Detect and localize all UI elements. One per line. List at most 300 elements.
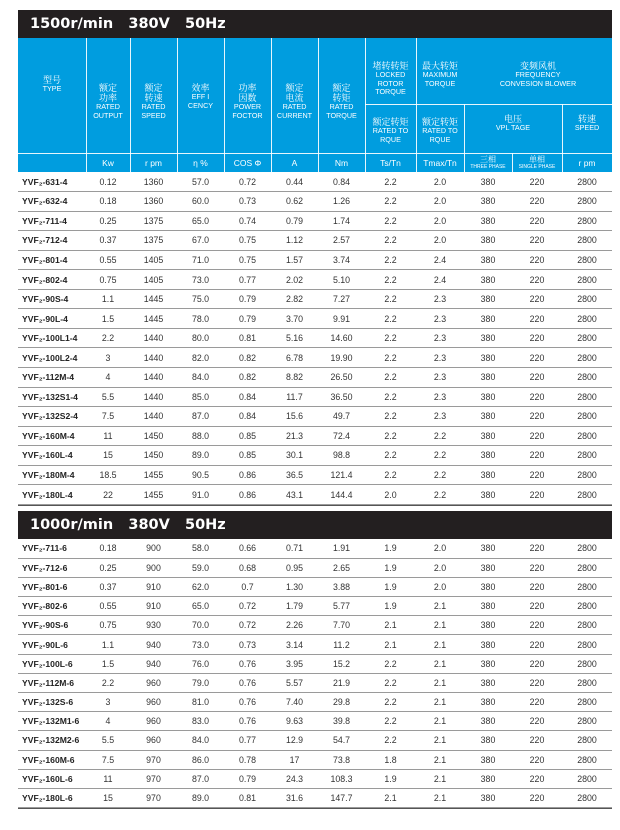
- col-ratio-locked: 额定转矩 RATED TO RQUE: [372, 117, 409, 144]
- value-cell: 2.0: [416, 192, 464, 212]
- model-cell: YVF₂-132S2-4: [18, 407, 86, 427]
- model-cell: YVF₂-160M-4: [18, 426, 86, 446]
- unit-three-phase: 三相 THREE PHASE: [470, 155, 506, 170]
- value-cell: 220: [512, 673, 562, 692]
- model-cell: YVF₂-180L-6: [18, 788, 86, 807]
- value-cell: 1.74: [318, 211, 365, 231]
- value-cell: 220: [512, 597, 562, 616]
- value-cell: 220: [512, 788, 562, 807]
- value-cell: 0.74: [224, 211, 271, 231]
- value-cell: 17: [271, 750, 318, 769]
- value-cell: 910: [130, 577, 177, 596]
- unit-tstn: Ts/Tn: [380, 158, 401, 168]
- table-row: [18, 328, 612, 348]
- value-cell: 2.1: [416, 635, 464, 654]
- value-cell: 0.76: [224, 654, 271, 673]
- table-row: [18, 309, 612, 329]
- value-cell: 2800: [562, 712, 612, 731]
- value-cell: 2.2: [365, 426, 416, 446]
- value-cell: 380: [464, 558, 512, 577]
- value-cell: 2.0: [416, 558, 464, 577]
- value-cell: 5.57: [271, 673, 318, 692]
- value-cell: 220: [512, 192, 562, 212]
- value-cell: 0.73: [224, 635, 271, 654]
- value-cell: 1.26: [318, 192, 365, 212]
- model-cell: YVF₂-112M-4: [18, 367, 86, 387]
- value-cell: 0.84: [224, 407, 271, 427]
- value-cell: 1440: [130, 348, 177, 368]
- value-cell: 0.79: [224, 289, 271, 309]
- value-cell: 2800: [562, 348, 612, 368]
- value-cell: 2.2: [365, 328, 416, 348]
- value-cell: 0.55: [86, 597, 130, 616]
- value-cell: 1445: [130, 289, 177, 309]
- spec-table-1000: [18, 539, 612, 808]
- value-cell: 380: [464, 270, 512, 290]
- value-cell: 7.5: [86, 407, 130, 427]
- value-cell: 380: [464, 426, 512, 446]
- value-cell: 1.9: [365, 558, 416, 577]
- value-cell: 9.63: [271, 712, 318, 731]
- value-cell: 2.1: [416, 673, 464, 692]
- table-row: [18, 712, 612, 731]
- value-cell: 5.16: [271, 328, 318, 348]
- value-cell: 380: [464, 731, 512, 750]
- value-cell: 2.2: [365, 407, 416, 427]
- value-cell: 220: [512, 654, 562, 673]
- value-cell: 220: [512, 407, 562, 427]
- value-cell: 0.72: [224, 616, 271, 635]
- value-cell: 380: [464, 387, 512, 407]
- value-cell: 4: [86, 712, 130, 731]
- model-cell: YVF₂-132M1-6: [18, 712, 86, 731]
- value-cell: 1375: [130, 231, 177, 251]
- table-row: [18, 577, 612, 596]
- model-cell: YVF₂-711-6: [18, 539, 86, 558]
- value-cell: 86.0: [177, 750, 224, 769]
- table-row: [18, 289, 612, 309]
- value-cell: 1.1: [86, 635, 130, 654]
- value-cell: 2.0: [416, 172, 464, 192]
- value-cell: 2800: [562, 192, 612, 212]
- value-cell: 5.5: [86, 731, 130, 750]
- value-cell: 970: [130, 788, 177, 807]
- value-cell: 2.2: [416, 465, 464, 485]
- value-cell: 220: [512, 250, 562, 270]
- value-cell: 960: [130, 731, 177, 750]
- col-max-torque: 最大转矩 MAXIMUM TORQUE: [421, 61, 458, 88]
- col-output: 额定 功率 RATED OUTPUT: [93, 83, 123, 120]
- value-cell: 0.81: [224, 328, 271, 348]
- model-cell: YVF₂-90S-4: [18, 289, 86, 309]
- table-row: [18, 750, 612, 769]
- model-cell: YVF₂-90S-6: [18, 616, 86, 635]
- value-cell: 2800: [562, 731, 612, 750]
- value-cell: 0.75: [224, 250, 271, 270]
- value-cell: 910: [130, 597, 177, 616]
- value-cell: 3.70: [271, 309, 318, 329]
- value-cell: 6.78: [271, 348, 318, 368]
- value-cell: 2.1: [416, 731, 464, 750]
- value-cell: 2.3: [416, 407, 464, 427]
- table-row: [18, 192, 612, 212]
- value-cell: 380: [464, 465, 512, 485]
- value-cell: 1455: [130, 485, 177, 505]
- value-cell: 59.0: [177, 558, 224, 577]
- col-locked-torque: 堵转转矩 LOCKED ROTOR TORQUE: [372, 61, 409, 97]
- value-cell: 380: [464, 328, 512, 348]
- section-title-1000: 1000r/min 380V 50Hz: [18, 511, 612, 539]
- value-cell: 73.8: [318, 750, 365, 769]
- value-cell: 2.1: [365, 788, 416, 807]
- value-cell: 2.1: [416, 597, 464, 616]
- value-cell: 0.73: [224, 192, 271, 212]
- value-cell: 31.6: [271, 788, 318, 807]
- value-cell: 9.91: [318, 309, 365, 329]
- table-row: [18, 539, 612, 558]
- value-cell: 3.95: [271, 654, 318, 673]
- value-cell: 2.2: [416, 485, 464, 505]
- value-cell: 220: [512, 446, 562, 466]
- value-cell: 1.57: [271, 250, 318, 270]
- unit-blower-speed: r pm: [578, 158, 596, 168]
- model-cell: YVF₂-100L2-4: [18, 348, 86, 368]
- value-cell: 87.0: [177, 769, 224, 788]
- value-cell: 80.0: [177, 328, 224, 348]
- value-cell: 380: [464, 769, 512, 788]
- value-cell: 0.75: [224, 231, 271, 251]
- value-cell: 930: [130, 616, 177, 635]
- value-cell: 2.0: [416, 211, 464, 231]
- value-cell: 8.82: [271, 367, 318, 387]
- model-cell: YVF₂-180M-4: [18, 465, 86, 485]
- value-cell: 3.88: [318, 577, 365, 596]
- value-cell: 220: [512, 731, 562, 750]
- model-cell: YVF₂-132S-6: [18, 693, 86, 712]
- unit-current: A: [291, 158, 298, 168]
- value-cell: 2800: [562, 577, 612, 596]
- value-cell: 220: [512, 231, 562, 251]
- value-cell: 380: [464, 407, 512, 427]
- value-cell: 2.2: [365, 211, 416, 231]
- value-cell: 220: [512, 348, 562, 368]
- value-cell: 0.37: [86, 577, 130, 596]
- value-cell: 1360: [130, 172, 177, 192]
- value-cell: 940: [130, 654, 177, 673]
- model-cell: YVF₂-180L-4: [18, 485, 86, 505]
- value-cell: 108.3: [318, 769, 365, 788]
- col-type: 型号 TYPE: [42, 75, 62, 93]
- value-cell: 7.27: [318, 289, 365, 309]
- value-cell: 220: [512, 693, 562, 712]
- value-cell: 1.5: [86, 654, 130, 673]
- value-cell: 2.2: [365, 309, 416, 329]
- value-cell: 380: [464, 211, 512, 231]
- value-cell: 970: [130, 769, 177, 788]
- value-cell: 2.0: [416, 539, 464, 558]
- value-cell: 36.50: [318, 387, 365, 407]
- value-cell: 0.77: [224, 270, 271, 290]
- value-cell: 2.2: [365, 367, 416, 387]
- value-cell: 0.68: [224, 558, 271, 577]
- value-cell: 2.2: [365, 693, 416, 712]
- value-cell: 21.3: [271, 426, 318, 446]
- value-cell: 18.5: [86, 465, 130, 485]
- table-row: [18, 635, 612, 654]
- value-cell: 0.75: [86, 270, 130, 290]
- value-cell: 2800: [562, 289, 612, 309]
- value-cell: 1440: [130, 367, 177, 387]
- value-cell: 82.0: [177, 348, 224, 368]
- value-cell: 0.78: [224, 750, 271, 769]
- col-efficiency: 效率 EFF I CENCY: [187, 83, 214, 110]
- value-cell: 144.4: [318, 485, 365, 505]
- value-cell: 380: [464, 539, 512, 558]
- value-cell: 2.2: [365, 465, 416, 485]
- col-blower: 变频风机 FREQUENCY CONVESION BLOWER: [499, 61, 577, 88]
- table-row: [18, 446, 612, 466]
- model-cell: YVF₂-802-4: [18, 270, 86, 290]
- value-cell: 2.3: [416, 289, 464, 309]
- value-cell: 1440: [130, 387, 177, 407]
- value-cell: 0.18: [86, 539, 130, 558]
- value-cell: 220: [512, 769, 562, 788]
- value-cell: 220: [512, 465, 562, 485]
- value-cell: 0.44: [271, 172, 318, 192]
- value-cell: 2.2: [365, 270, 416, 290]
- model-cell: YVF₂-132M2-6: [18, 731, 86, 750]
- value-cell: 0.76: [224, 673, 271, 692]
- value-cell: 84.0: [177, 731, 224, 750]
- value-cell: 2.3: [416, 387, 464, 407]
- value-cell: 87.0: [177, 407, 224, 427]
- value-cell: 2800: [562, 788, 612, 807]
- value-cell: 0.85: [224, 446, 271, 466]
- value-cell: 2800: [562, 673, 612, 692]
- col-voltage: 电压 VPL TAGE: [495, 114, 531, 132]
- value-cell: 2.26: [271, 616, 318, 635]
- value-cell: 2.2: [365, 446, 416, 466]
- col-torque: 额定 转矩 RATED TORQUE: [326, 83, 357, 120]
- model-cell: YVF₂-160L-4: [18, 446, 86, 466]
- value-cell: 21.9: [318, 673, 365, 692]
- value-cell: 3: [86, 348, 130, 368]
- value-cell: 15: [86, 446, 130, 466]
- value-cell: 2800: [562, 750, 612, 769]
- model-cell: YVF₂-712-6: [18, 558, 86, 577]
- value-cell: 0.86: [224, 465, 271, 485]
- value-cell: 1.9: [365, 597, 416, 616]
- value-cell: 2.1: [365, 635, 416, 654]
- value-cell: 900: [130, 558, 177, 577]
- value-cell: 5.77: [318, 597, 365, 616]
- unit-pf: COS Φ: [233, 158, 262, 168]
- unit-speed: r pm: [145, 158, 162, 168]
- value-cell: 2.0: [365, 485, 416, 505]
- value-cell: 88.0: [177, 426, 224, 446]
- value-cell: 960: [130, 712, 177, 731]
- value-cell: 0.82: [224, 348, 271, 368]
- value-cell: 0.72: [224, 172, 271, 192]
- table-row: [18, 558, 612, 577]
- col-current: 额定 电流 RATED CURRENT: [276, 83, 313, 120]
- value-cell: 220: [512, 539, 562, 558]
- value-cell: 91.0: [177, 485, 224, 505]
- unit-single-phase: 单相 SINGLE PHASE: [518, 155, 556, 170]
- value-cell: 15.6: [271, 407, 318, 427]
- value-cell: 11: [86, 426, 130, 446]
- value-cell: 2800: [562, 654, 612, 673]
- value-cell: 79.0: [177, 673, 224, 692]
- unit-eff: η %: [193, 158, 208, 168]
- value-cell: 1.8: [365, 750, 416, 769]
- value-cell: 2.2: [365, 289, 416, 309]
- value-cell: 0.79: [224, 309, 271, 329]
- model-cell: YVF₂-112M-6: [18, 673, 86, 692]
- value-cell: 2.82: [271, 289, 318, 309]
- value-cell: 2.1: [416, 769, 464, 788]
- table-row: [18, 387, 612, 407]
- value-cell: 900: [130, 539, 177, 558]
- model-cell: YVF₂-802-6: [18, 597, 86, 616]
- value-cell: 0.79: [271, 211, 318, 231]
- value-cell: 2800: [562, 539, 612, 558]
- value-cell: 2.2: [365, 231, 416, 251]
- value-cell: 1455: [130, 465, 177, 485]
- value-cell: 970: [130, 750, 177, 769]
- value-cell: 0.55: [86, 250, 130, 270]
- value-cell: 2.2: [365, 673, 416, 692]
- value-cell: 3.14: [271, 635, 318, 654]
- value-cell: 1360: [130, 192, 177, 212]
- model-cell: YVF₂-90L-6: [18, 635, 86, 654]
- value-cell: 2.02: [271, 270, 318, 290]
- value-cell: 1.9: [365, 577, 416, 596]
- value-cell: 43.1: [271, 485, 318, 505]
- value-cell: 19.90: [318, 348, 365, 368]
- value-cell: 220: [512, 387, 562, 407]
- value-cell: 220: [512, 328, 562, 348]
- value-cell: 0.18: [86, 192, 130, 212]
- value-cell: 2.0: [416, 231, 464, 251]
- value-cell: 12.9: [271, 731, 318, 750]
- value-cell: 7.40: [271, 693, 318, 712]
- value-cell: 76.0: [177, 654, 224, 673]
- value-cell: 220: [512, 635, 562, 654]
- value-cell: 15: [86, 788, 130, 807]
- value-cell: 0.25: [86, 211, 130, 231]
- value-cell: 1440: [130, 407, 177, 427]
- value-cell: 0.7: [224, 577, 271, 596]
- value-cell: 84.0: [177, 367, 224, 387]
- value-cell: 1405: [130, 250, 177, 270]
- value-cell: 2800: [562, 446, 612, 466]
- value-cell: 0.84: [318, 172, 365, 192]
- value-cell: 0.77: [224, 731, 271, 750]
- value-cell: 90.5: [177, 465, 224, 485]
- value-cell: 2.2: [86, 673, 130, 692]
- value-cell: 67.0: [177, 231, 224, 251]
- value-cell: 2.3: [416, 328, 464, 348]
- value-cell: 2.1: [416, 750, 464, 769]
- col-power-factor: 功率 因数 POWER FOCTOR: [232, 83, 263, 120]
- table-row: [18, 673, 612, 692]
- table-row: [18, 597, 612, 616]
- value-cell: 2800: [562, 250, 612, 270]
- value-cell: 72.4: [318, 426, 365, 446]
- value-cell: 83.0: [177, 712, 224, 731]
- value-cell: 0.76: [224, 712, 271, 731]
- value-cell: 2.2: [86, 328, 130, 348]
- value-cell: 220: [512, 289, 562, 309]
- value-cell: 0.95: [271, 558, 318, 577]
- table-row: [18, 485, 612, 505]
- value-cell: 49.7: [318, 407, 365, 427]
- value-cell: 73.0: [177, 635, 224, 654]
- value-cell: 2800: [562, 172, 612, 192]
- value-cell: 54.7: [318, 731, 365, 750]
- value-cell: 58.0: [177, 539, 224, 558]
- value-cell: 1.12: [271, 231, 318, 251]
- value-cell: 1450: [130, 446, 177, 466]
- value-cell: 220: [512, 211, 562, 231]
- value-cell: 5.10: [318, 270, 365, 290]
- value-cell: 0.62: [271, 192, 318, 212]
- model-cell: YVF₂-160M-6: [18, 750, 86, 769]
- table-header: [18, 38, 612, 172]
- value-cell: 2800: [562, 309, 612, 329]
- value-cell: 71.0: [177, 250, 224, 270]
- value-cell: 73.0: [177, 270, 224, 290]
- value-cell: 2.2: [365, 250, 416, 270]
- value-cell: 220: [512, 712, 562, 731]
- value-cell: 380: [464, 250, 512, 270]
- value-cell: 2.2: [365, 654, 416, 673]
- model-cell: YVF₂-100L1-4: [18, 328, 86, 348]
- model-cell: YVF₂-160L-6: [18, 769, 86, 788]
- value-cell: 1.30: [271, 577, 318, 596]
- value-cell: 5.5: [86, 387, 130, 407]
- model-cell: YVF₂-132S1-4: [18, 387, 86, 407]
- value-cell: 0.12: [86, 172, 130, 192]
- value-cell: 380: [464, 750, 512, 769]
- value-cell: 2800: [562, 367, 612, 387]
- value-cell: 26.50: [318, 367, 365, 387]
- value-cell: 0.71: [271, 539, 318, 558]
- model-cell: YVF₂-711-4: [18, 211, 86, 231]
- value-cell: 2800: [562, 426, 612, 446]
- model-cell: YVF₂-632-4: [18, 192, 86, 212]
- unit-output: Kw: [102, 158, 114, 168]
- value-cell: 2.3: [416, 348, 464, 368]
- col-blower-speed: 转速 SPEED: [574, 114, 600, 132]
- value-cell: 7.5: [86, 750, 130, 769]
- value-cell: 1.9: [365, 769, 416, 788]
- col-speed: 额定 转速 RATED SPEED: [141, 83, 166, 120]
- value-cell: 147.7: [318, 788, 365, 807]
- value-cell: 2800: [562, 558, 612, 577]
- value-cell: 380: [464, 289, 512, 309]
- value-cell: 380: [464, 446, 512, 466]
- value-cell: 1405: [130, 270, 177, 290]
- value-cell: 380: [464, 485, 512, 505]
- table-row: [18, 172, 612, 192]
- table-row: [18, 693, 612, 712]
- value-cell: 220: [512, 172, 562, 192]
- value-cell: 89.0: [177, 446, 224, 466]
- value-cell: 2.1: [416, 693, 464, 712]
- model-cell: YVF₂-712-4: [18, 231, 86, 251]
